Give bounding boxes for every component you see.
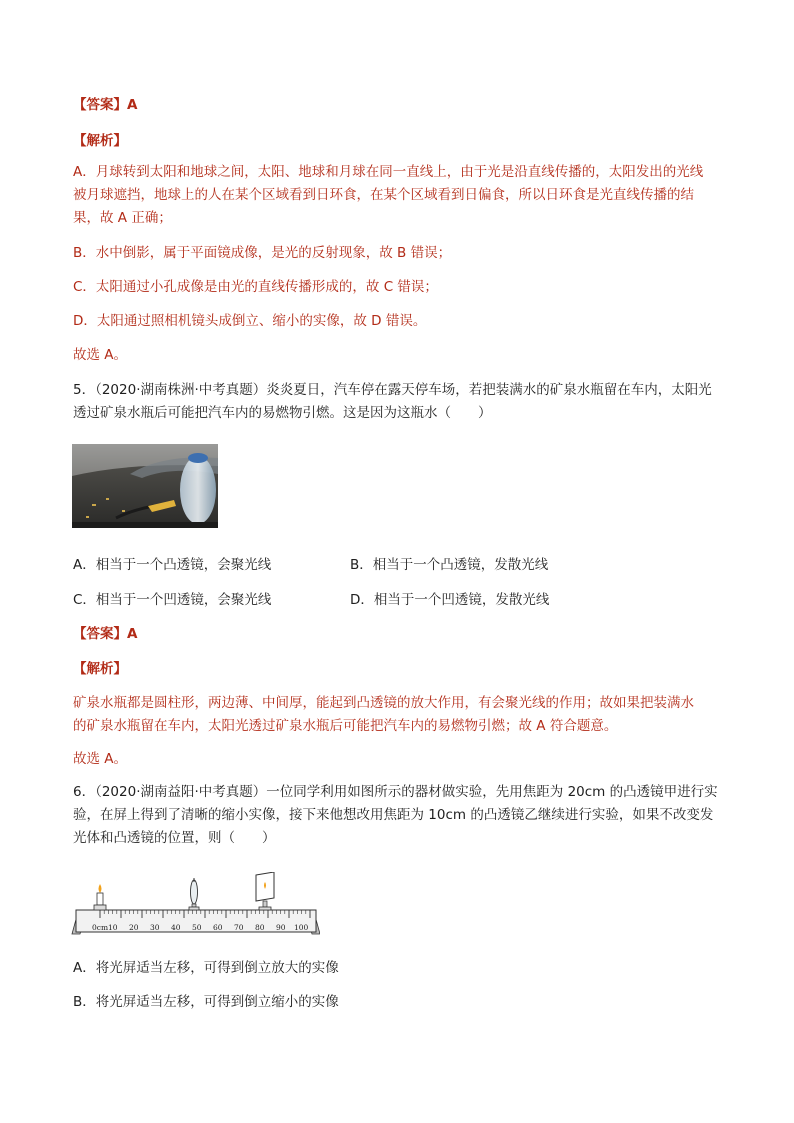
q4-conclusion: 故选 A。	[73, 347, 128, 363]
ruler-label: 40	[171, 923, 181, 932]
q6-stem-line: 光体和凸透镜的位置，则（ ）	[73, 830, 276, 846]
ruler-label: 100	[294, 923, 309, 932]
lens-icon	[191, 880, 198, 904]
ruler-label: 10	[108, 923, 118, 932]
q5-analysis-line: 的矿泉水瓶留在车内，太阳光透过矿泉水瓶后可能把汽车内的易燃物引燃；故 A 符合题意。	[73, 718, 618, 734]
optical-bench-figure	[70, 872, 320, 942]
q4-analysis-line: C．太阳通过小孔成像是由光的直线传播形成的，故 C 错误；	[73, 279, 438, 295]
q6-stem-line: 6．（2020·湖南益阳·中考真题）一位同学利用如图所示的器材做实验，先用焦距为 20cm 的凸透镜甲进行实	[73, 784, 718, 800]
q4-analysis-line: 果，故 A 正确；	[73, 210, 172, 226]
q4-analysis-line: 被月球遮挡，地球上的人在某个区域看到日环食，在某个区域看到日偏食，所以日环食是光直线传播的结	[73, 187, 694, 203]
ruler-label: 60	[213, 923, 223, 932]
q6-stem-line: 验，在屏上得到了清晰的缩小实像，接下来他想改用焦距为 10cm 的凸透镜乙继续进行实验，如果不改变发	[73, 807, 714, 823]
q4-analysis-line: A．月球转到太阳和地球之间，太阳、地球和月球在同一直线上，由于光是沿直线传播的，太阳发出的光线	[73, 164, 704, 180]
q5-option-d: D．相当于一个凹透镜，发散光线	[350, 592, 550, 608]
q6-option-a: A．将光屏适当左移，可得到倒立放大的实像	[73, 960, 339, 976]
candle-light-source	[94, 884, 106, 910]
ruler-label: 0cm	[92, 923, 109, 932]
q5-analysis-label: 【解析】	[73, 661, 127, 677]
q5-option-b: B．相当于一个凸透镜，发散光线	[350, 557, 549, 573]
q4-analysis-line: B．水中倒影，属于平面镜成像，是光的反射现象，故 B 错误；	[73, 245, 452, 261]
ruler-label: 30	[150, 923, 160, 932]
q4-answer-label: 【答案】A	[73, 97, 138, 113]
flame-icon	[99, 884, 102, 893]
ruler-label: 50	[192, 923, 202, 932]
q5-option-c: C．相当于一个凹透镜，会聚光线	[73, 592, 272, 608]
ruler-label: 20	[129, 923, 139, 932]
ruler-label: 70	[234, 923, 244, 932]
car-dashboard-bottle-photo	[72, 444, 218, 528]
ruler-label: 90	[276, 923, 286, 932]
q5-analysis-line: 矿泉水瓶都是圆柱形，两边薄、中间厚，能起到凸透镜的放大作用，有会聚光线的作用；故如果把装满水	[73, 695, 694, 711]
light-screen	[256, 872, 274, 910]
q4-analysis-line: D．太阳通过照相机镜头成倒立、缩小的实像，故 D 错误。	[73, 313, 427, 329]
convex-lens	[189, 878, 199, 910]
q5-stem-line: 透过矿泉水瓶后可能把汽车内的易燃物引燃。这是因为这瓶水（ ）	[73, 405, 492, 421]
photo-illustration	[72, 444, 218, 528]
q5-conclusion: 故选 A。	[73, 751, 128, 767]
q4-analysis-label: 【解析】	[73, 133, 127, 149]
q5-stem-line: 5．（2020·湖南株洲·中考真题）炎炎夏日，汽车停在露天停车场，若把装满水的矿泉水瓶留在车内，太阳光	[73, 382, 712, 398]
optical-bench-svg	[70, 872, 320, 942]
q5-answer-label: 【答案】A	[73, 626, 138, 642]
q5-option-a: A．相当于一个凸透镜，会聚光线	[73, 557, 272, 573]
q6-option-b: B．将光屏适当左移，可得到倒立缩小的实像	[73, 994, 339, 1010]
ruler-label: 80	[255, 923, 265, 932]
